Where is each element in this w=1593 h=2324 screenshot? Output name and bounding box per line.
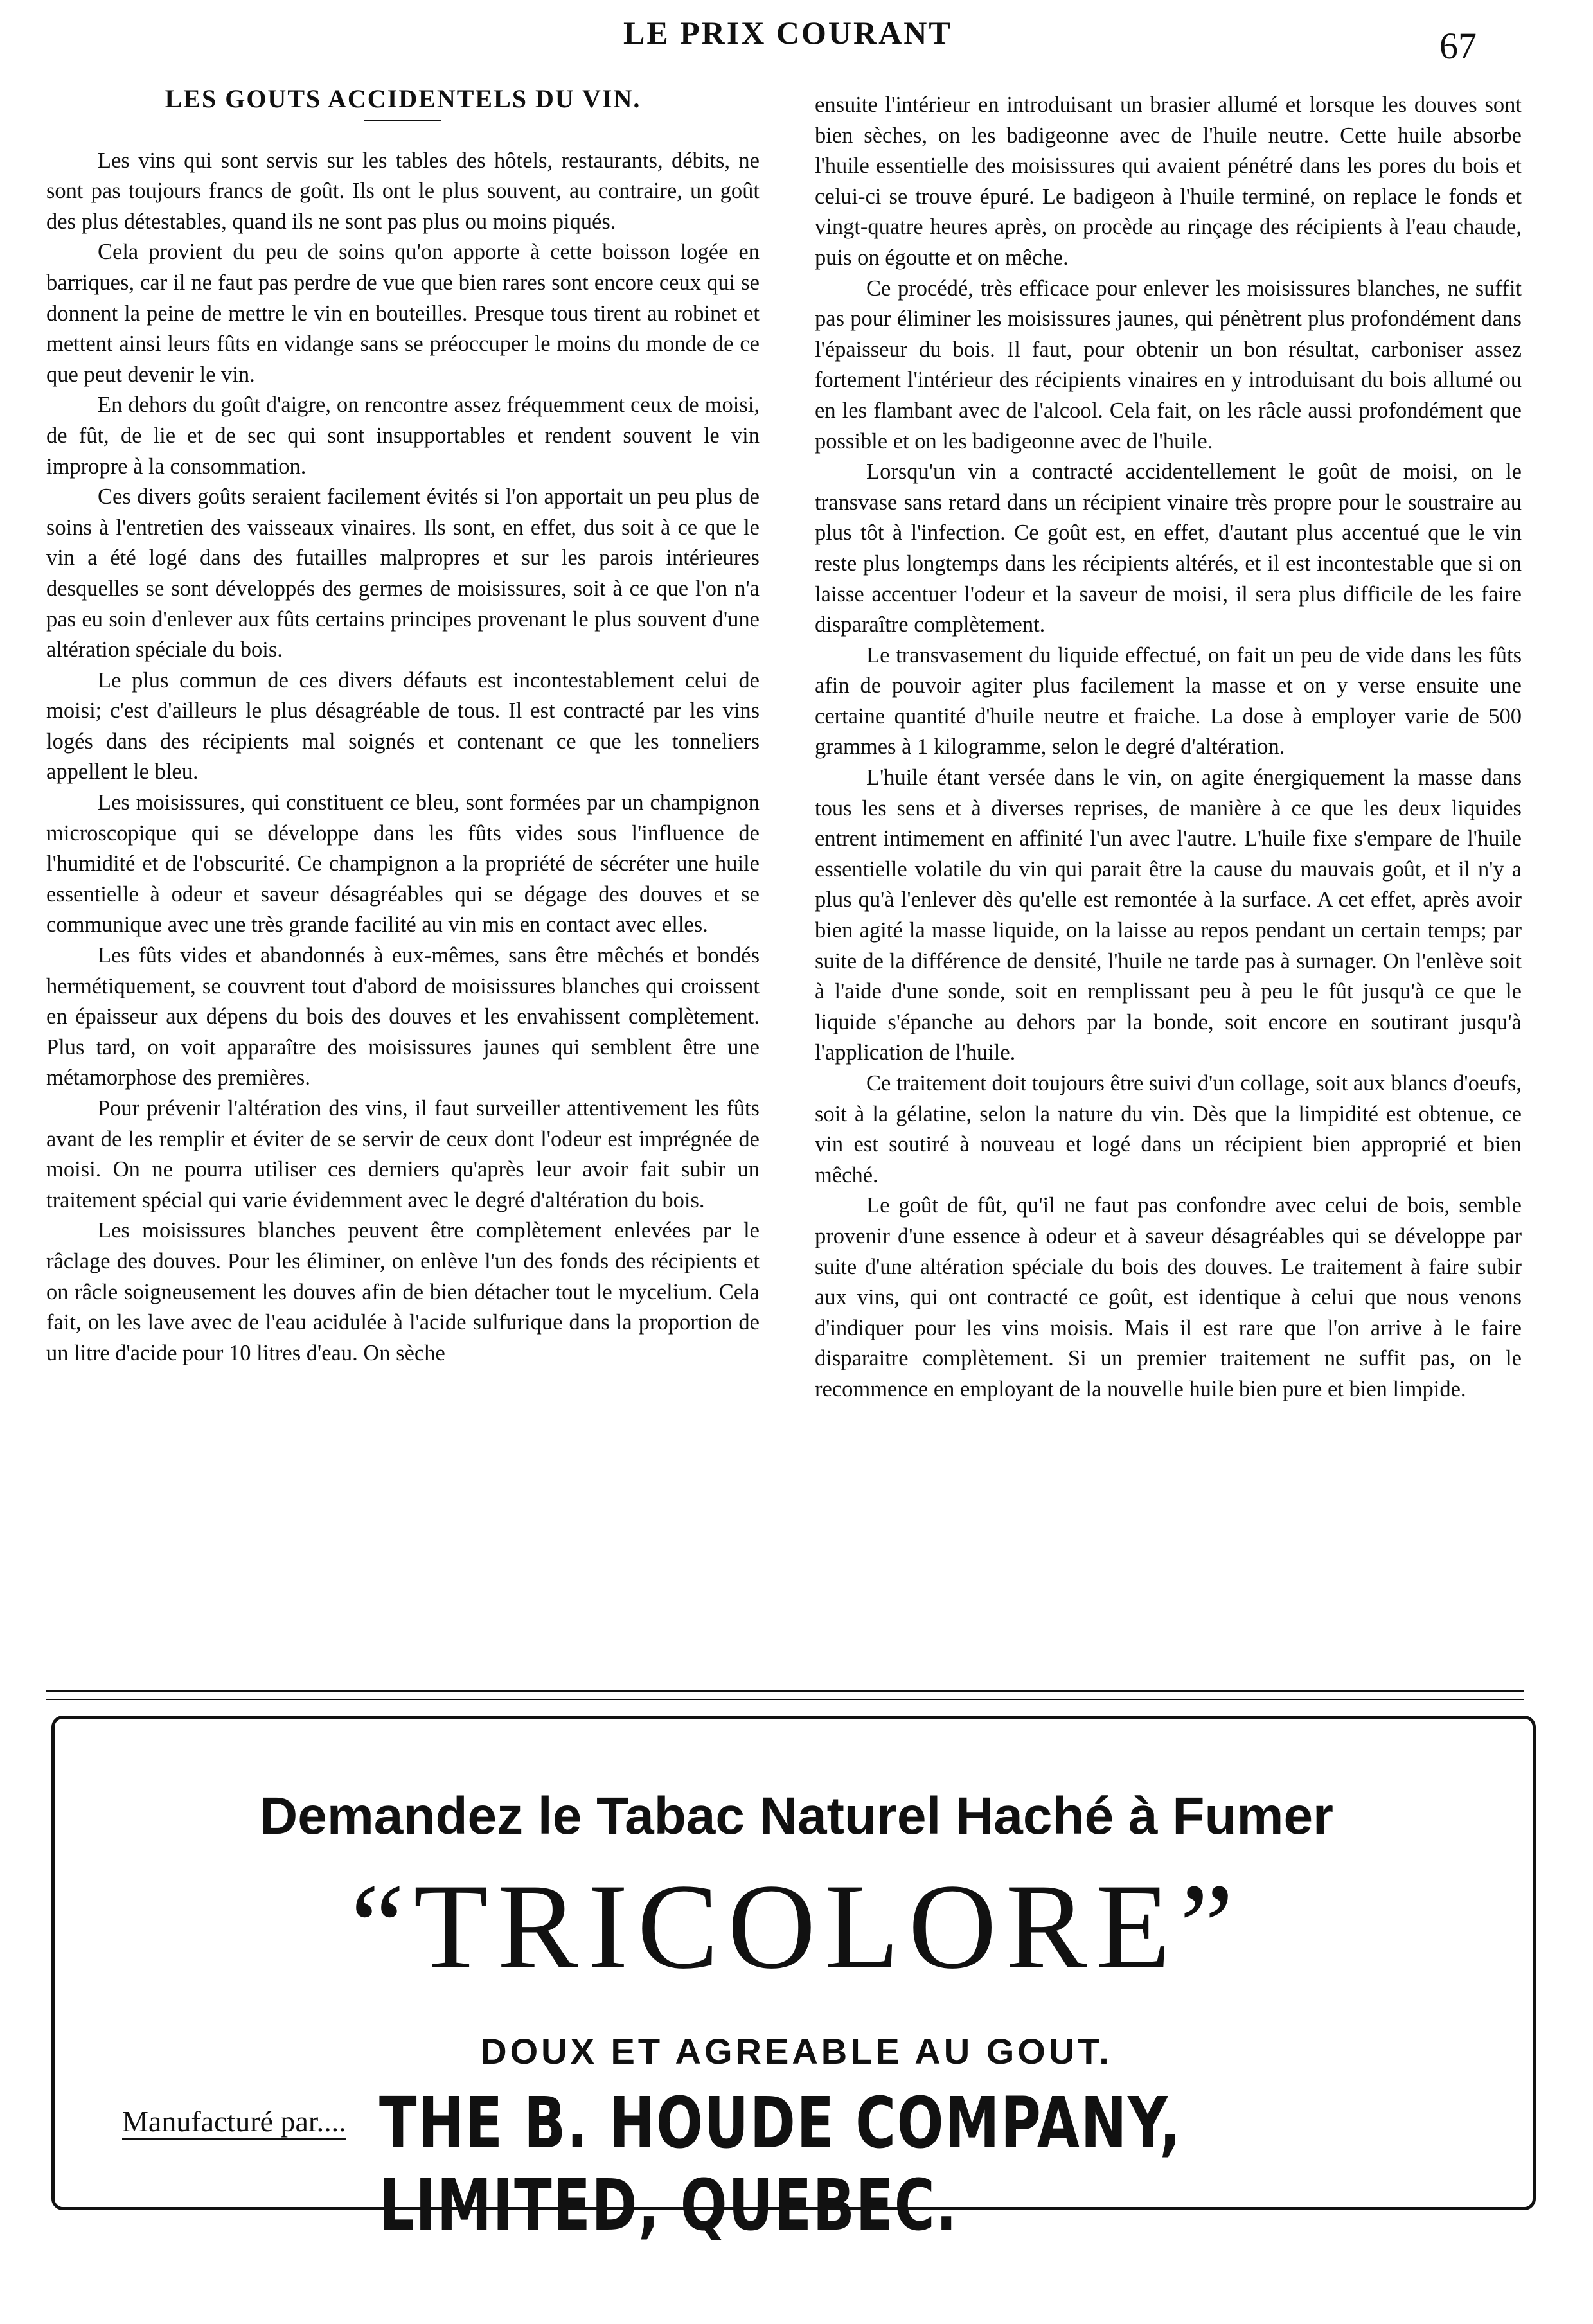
paragraph: Le plus commun de ces divers défauts est incontestablement celui de moisi; c'est d'ailleurs le plus désagréable de tous. Il est contracté par les vins logés dans des récipients mal soignés et contenant ce que les tonneliers appellent le bleu. [46,668,760,785]
paragraph: Le goût de fût, qu'il ne faut pas confondre avec celui de bois, semble provenir d'une essence à odeur et à saveur désagréables qui se développe par suite d'une altération spéciale du bois des douves. Le traitement à faire subir aux vins, qui ont contracté ce goût, est identique à celui que nous venons d'indiquer pour les vins moisis. Mais il est rare que l'on arrive à le faire disparaitre complètement. Si un premier traitement ne suffit pas, on le recommence en employant de la nouvelle huile bien pure et bien limpide. [815,1193,1522,1401]
paragraph: ensuite l'intérieur en introduisant un brasier allumé et lorsque les douves sont bien sèches, on les badigeonne avec de l'huile neutre. Cette huile absorbe l'huile essentielle des moisissures qui avaient pénétré dans les pores du bois et celui-ci se trouve épuré. Le badigeon à l'huile terminé, on replace le fonds et vingt-quatre heures après, on procède au rinçage des récipients à l'eau chaude, puis on égoutte et on mêche. [815,93,1522,270]
paragraph: Ce traitement doit toujours être suivi d'un collage, soit aux blancs d'oeufs, soit à la gélatine, selon la nature du vin. Dès que la limpidité est obtenue, ce vin est soutiré à nouveau et logé dans un récipient bien approprié et bien mêché. [815,1071,1522,1187]
paragraph: L'huile étant versée dans le vin, on agite énergiquement la masse dans tous les sens et à diverses reprises, de manière à ce que les deux liquides entrent intimement en affinité l'un avec l'autre. L'huile fixe s'empare de l'huile essentielle volatile du vin qui parait être la cause du mauvais goût, et il n'y a plus qu'à l'enlever dès qu'elle est remontée à la surface. A cet effet, après avoir bien agité la masse liquide, on la laisse au repos pendant un certain temps; par suite de la différence de densité, l'huile ne tarde pas à surnager. On l'enlève soit à l'aide d'une sonde, soit en remplissant peu à peu le fût jusqu'à ce que le liquide s'épanche au dehors par la bonde, soit encore en soutirant jusqu'à l'application de l'huile. [815,765,1522,1065]
paragraph: Les moisissures, qui constituent ce bleu, sont formées par un champignon microscopique qui se développe dans les fûts vides sous l'influence de l'humidité et de l'obscurité. Ce champignon a la propriété de sécréter une huile essentielle à odeur et saveur désagréables qui se dégage des douves et se communique avec une très grande facilité au vin mis en contact avec elles. [46,790,760,937]
paragraph: Les moisissures blanches peuvent être complètement enlevées par le râclage des douves. Pour les éliminer, on enlève l'un des fonds des récipients et on râcle soigneusement les douves afin de bien détacher tout le mycelium. Cela fait, on les lave avec de l'eau acidulée à l'acide sulfurique dans la proportion de un litre d'acide pour 10 litres d'eau. On sèche [46,1218,760,1365]
paragraph: En dehors du goût d'aigre, on rencontre assez fréquemment ceux de moisi, de fût, de lie et de sec qui sont insupportables et rendent souvent le vin impropre à la consommation. [46,393,760,479]
ad-headline: Demandez le Tabac Naturel Haché à Fumer [260,1787,1333,1845]
article-left-column [46,84,760,1369]
paragraph: Ces divers goûts seraient facilement évités si l'on apportait un peu plus de soins à l'entretien des vaisseaux vinaires. Ils sont, en effet, dus soit à ce que le vin a été logé dans des futailles malpropres et sur les parois intérieures desquelles se sont développés des germes de moisissures, soit à ce que l'on n'a pas eu soin d'enlever aux fûts certains principes provenant le plus souvent d'une altération spéciale du bois. [46,484,760,662]
ad-brand-name: “TRICOLORE” [350,1859,1243,1994]
paragraph: Les fûts vides et abandonnés à eux-mêmes, sans être mêchés et bondés hermétiquement, se couvrent tout d'abord de moisissures blanches qui croissent en épaisseur aux dépens du bois des douves et les envahissent complètement. Plus tard, on voit apparaître des moisissures jaunes qui semblent être une métamorphose des premières. [46,943,760,1090]
separator-rule [46,1690,1524,1692]
ad-slogan: DOUX ET AGREABLE AU GOUT. [481,2031,1112,2071]
paragraph: Pour prévenir l'altération des vins, il faut surveiller attentivement les fûts avant de les remplir et éviter de se servir de ceux dont l'odeur est imprégnée de moisi. On ne pourra utiliser ces derniers qu'après leur avoir fait subir un traitement spécial qui varie évidemment avec le degré d'altération du bois. [46,1096,760,1212]
paragraph: Ce procédé, très efficace pour enlever les moisissures blanches, ne suffit pas pour éliminer les moisissures jaunes, qui pénètrent plus profondément dans l'épaisseur du bois. Il faut, pour obtenir un bon résultat, carboniser assez fortement l'intérieur des récipients vinaires en y introduisant du bois allumé ou en les flambant avec de l'alcool. Cela fait, on les râcle aussi profondément que possible et on les badigeonne avec de l'huile. [815,276,1522,454]
separator-rule [46,1699,1524,1700]
article-right-column [815,90,1522,1405]
title-rule [364,120,441,121]
paragraph: Lorsqu'un vin a contracté accidentellement le goût de moisi, on le transvase sans retard dans un récipient vinaire très propre pour le soustraire au plus tôt à l'infection. Ce goût est, en effet, d'autant plus accentué que le vin reste plus longtemps dans les récipients altérés, et il est incontestable que si on laisse accentuer l'odeur et la saveur de moisi, il sera plus difficile de les faire disparaître complètement. [815,459,1522,637]
paragraph: Le transvasement du liquide effectué, on fait un peu de vide dans les fûts afin de pouvoir agiter plus facilement la masse et on y verse ensuite une certaine quantité d'huile neutre et fraiche. La dose à employer varie de 500 grammes à 1 kilogramme, selon le degré d'altération. [815,643,1522,759]
page-header [0,9,1593,67]
ad-manufactured-by: Manufacturé par.... [122,2104,346,2140]
publication-title: LE PRIX COURANT [623,15,952,51]
paragraph: Les vins qui sont servis sur les tables des hôtels, restaurants, débits, ne sont pas toujours francs de goût. Ils ont le plus souvent, au contraire, un goût des plus détestables, quand ils ne sont pas plus ou moins piqués. [46,148,760,234]
page-number: 67 [1439,25,1477,67]
ad-company-name: THE B. HOUDE COMPANY, LIMITED, QUEBEC. [379,2082,1182,2246]
article-title: LES GOUTS ACCIDENTELS DU VIN. [165,84,641,113]
paragraph: Cela provient du peu de soins qu'on apporte à cette boisson logée en barriques, car il ne faut pas perdre de vue que bien rares sont encore ceux qui se donnent la peine de mettre le vin en bouteilles. Presque tous tirent au robinet et mettent ainsi leurs fûts en vidange sans se préoccuper le moins du monde de ce que peut devenir le vin. [46,240,760,387]
